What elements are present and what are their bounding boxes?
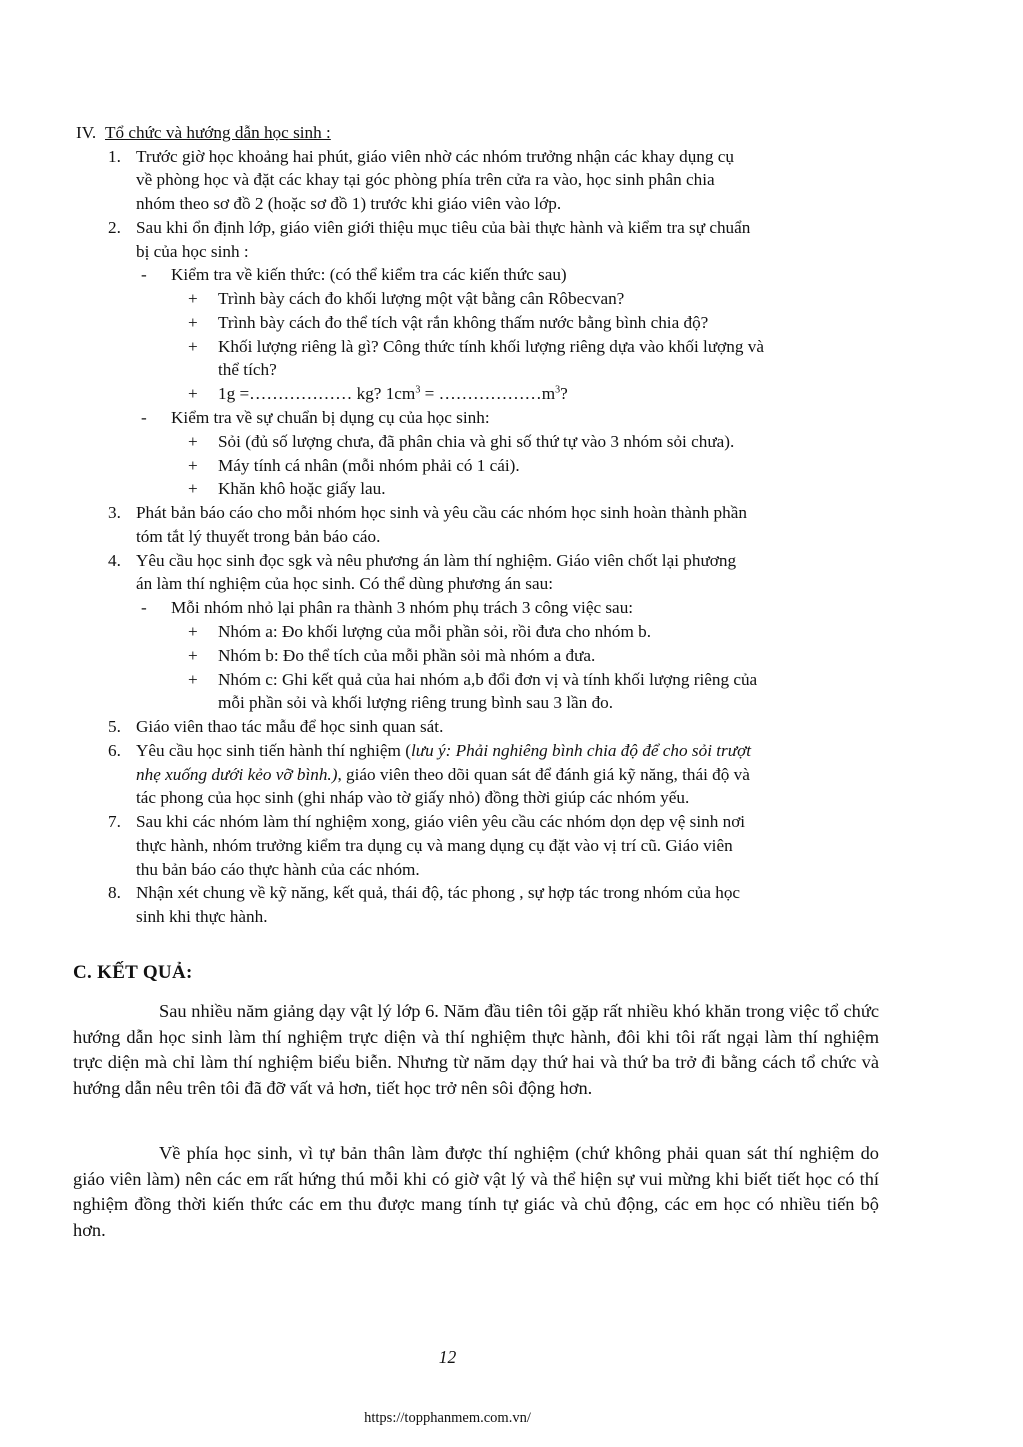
sub-item-text: Nhóm a: Đo khối lượng của mỗi phần sỏi, rồi đưa cho nhóm b. xyxy=(218,622,652,641)
item-text: tác phong của học sinh (ghi nháp vào tờ giấy nhỏ) đồng thời giúp các nhóm yếu. xyxy=(136,788,690,807)
unit-conversion-question xyxy=(218,383,568,405)
sub-item-text: Kiểm tra về kiến thức: (có thể kiểm tra các kiến thức sau) xyxy=(171,265,567,284)
item-text: về phòng học và đặt các khay tại góc phòng phía trên cửa ra vào, học sinh phân chia xyxy=(136,170,715,189)
item-text: Giáo viên thao tác mẫu để học sinh quan sát. xyxy=(136,717,444,736)
plus-bullet: + xyxy=(188,289,198,308)
item-number: 7. xyxy=(108,812,121,831)
result-paragraph-2: Về phía học sinh, vì tự bản thân làm được thí nghiệm (chứ không phải quan sát thí nghiệm do giáo viên làm) nên các em rất hứng thú mỗi khi có giờ vật lý và thể hiện sự vui mừng khi biết tiết học có thí nghiệm đồng thời kiến thức các em thu được mang tính tự giác và chủ động, các em học có nhiều tiến bộ hơn. xyxy=(73,1143,879,1240)
section-title: Tổ chức và hướng dẫn học sinh : xyxy=(105,123,331,142)
section-c-heading: C. KẾT QUẢ: xyxy=(73,962,193,983)
sub-item-text: Mỗi nhóm nhỏ lại phân ra thành 3 nhóm phụ trách 3 công việc sau: xyxy=(171,598,634,617)
dash-bullet: - xyxy=(141,598,147,617)
item-text: sinh khi thực hành. xyxy=(136,907,268,926)
sub-item-text: Trình bày cách đo khối lượng một vật bằng cân Rôbecvan? xyxy=(218,289,625,308)
item-text xyxy=(136,764,750,786)
sub-item-text: Khăn khô hoặc giấy lau. xyxy=(218,479,386,498)
item-number: 6. xyxy=(108,741,121,760)
item-text: Nhận xét chung về kỹ năng, kết quả, thái độ, tác phong , sự hợp tác trong nhóm của học xyxy=(136,883,741,902)
sub-item-text: Sỏi (đủ số lượng chưa, đã phân chia và ghi số thứ tự vào 3 nhóm sỏi chưa). xyxy=(218,432,735,451)
item-text xyxy=(136,740,751,762)
item-text: bị của học sinh : xyxy=(136,242,249,261)
item-number: 3. xyxy=(108,503,121,522)
dash-bullet: - xyxy=(141,265,147,284)
sub-item-text: Nhóm c: Ghi kết quả của hai nhóm a,b đổi đơn vị và tính khối lượng riêng của xyxy=(218,670,758,689)
plus-bullet: + xyxy=(188,622,198,641)
footer-url[interactable]: https://topphanmem.com.vn/ xyxy=(364,1410,531,1426)
item-text: Yêu cầu học sinh đọc sgk và nêu phương án làm thí nghiệm. Giáo viên chốt lại phương xyxy=(136,551,737,570)
item-text-part: , giáo viên theo dõi quan sát để đánh giá kỹ năng, thái độ và xyxy=(337,765,750,784)
sub-item-text: Máy tính cá nhân (mỗi nhóm phải có 1 cái). xyxy=(218,456,520,475)
conversion-text: = ………………m xyxy=(420,384,556,403)
item-text: thu bản báo cáo thực hành của các nhóm. xyxy=(136,860,420,879)
item-text: Phát bản báo cáo cho mỗi nhóm học sinh và yêu cầu các nhóm học sinh hoàn thành phần xyxy=(136,503,747,522)
sub-item-text: Trình bày cách đo thể tích vật rắn không thấm nước bằng bình chia độ? xyxy=(218,313,709,332)
plus-bullet: + xyxy=(188,456,198,475)
item-text: tóm tắt lý thuyết trong bản báo cáo. xyxy=(136,527,381,546)
sub-item-text: Kiểm tra về sự chuẩn bị dụng cụ của học sinh: xyxy=(171,408,490,427)
sub-item-text: Nhóm b: Đo thể tích của mỗi phần sỏi mà nhóm a đưa. xyxy=(218,646,596,665)
item-number: 1. xyxy=(108,147,121,166)
plus-bullet: + xyxy=(188,479,198,498)
sub-item-text: mỗi phần sỏi và khối lượng riêng trung bình sau 3 lần đo. xyxy=(218,693,614,712)
item-number: 2. xyxy=(108,218,121,237)
plus-bullet: + xyxy=(188,384,198,403)
plus-bullet: + xyxy=(188,337,198,356)
note-italic: nhẹ xuống dưới kẻo vỡ bình.) xyxy=(136,765,338,784)
section-number: IV. xyxy=(76,123,97,142)
result-paragraph-1: Sau nhiều năm giảng dạy vật lý lớp 6. Năm đầu tiên tôi gặp rất nhiều khó khăn trong việc tổ chức hướng dẫn học sinh làm thí nghiệm trực diện và thí nghiệm thực hành, đôi khi tôi rất ngại làm thí nghiệm trực diện mà chỉ làm thí nghiệm biểu biễn. Nhưng từ năm dạy thứ hai và thứ ba trở đi bằng cách tổ chức và hướng dẫn nêu trên tôi đã đỡ vất vả hơn, tiết học trở nên sôi động hơn. xyxy=(73,1001,879,1098)
item-number: 8. xyxy=(108,883,121,902)
item-number: 5. xyxy=(108,717,121,736)
plus-bullet: + xyxy=(188,313,198,332)
page-number: 12 xyxy=(438,1347,457,1367)
conversion-text: 1g =……………… kg? 1cm xyxy=(218,384,416,403)
item-text: Trước giờ học khoảng hai phút, giáo viên nhờ các nhóm trưởng nhận các khay dụng cụ xyxy=(136,147,735,166)
item-text-part: Yêu cầu học sinh tiến hành thí nghiệm ( xyxy=(136,741,411,760)
item-text: án làm thí nghiệm của học sinh. Có thể dùng phương án sau: xyxy=(136,574,553,593)
item-text: thực hành, nhóm trưởng kiểm tra dụng cụ và mang dụng cụ đặt vào vị trí cũ. Giáo viên xyxy=(136,836,733,855)
superscript: 3 xyxy=(415,384,421,396)
dash-bullet: - xyxy=(141,408,147,427)
item-text: Sau khi các nhóm làm thí nghiệm xong, giáo viên yêu cầu các nhóm dọn dẹp vệ sinh nơi xyxy=(136,812,746,831)
conversion-text: ? xyxy=(560,384,568,403)
superscript: 3 xyxy=(555,384,561,396)
note-italic: lưu ý: Phải nghiêng bình chia độ để cho sỏi trượt xyxy=(410,741,752,760)
sub-item-text: Khối lượng riêng là gì? Công thức tính khối lượng riêng dựa vào khối lượng và xyxy=(218,337,764,356)
sub-item-text: thể tích? xyxy=(218,360,277,379)
item-number: 4. xyxy=(108,551,121,570)
plus-bullet: + xyxy=(188,670,198,689)
item-text: Sau khi ổn định lớp, giáo viên giới thiệu mục tiêu của bài thực hành và kiểm tra sự chuẩn xyxy=(136,218,751,237)
item-text: nhóm theo sơ đồ 2 (hoặc sơ đồ 1) trước khi giáo viên vào lớp. xyxy=(136,194,562,213)
plus-bullet: + xyxy=(188,646,198,665)
plus-bullet: + xyxy=(188,432,198,451)
